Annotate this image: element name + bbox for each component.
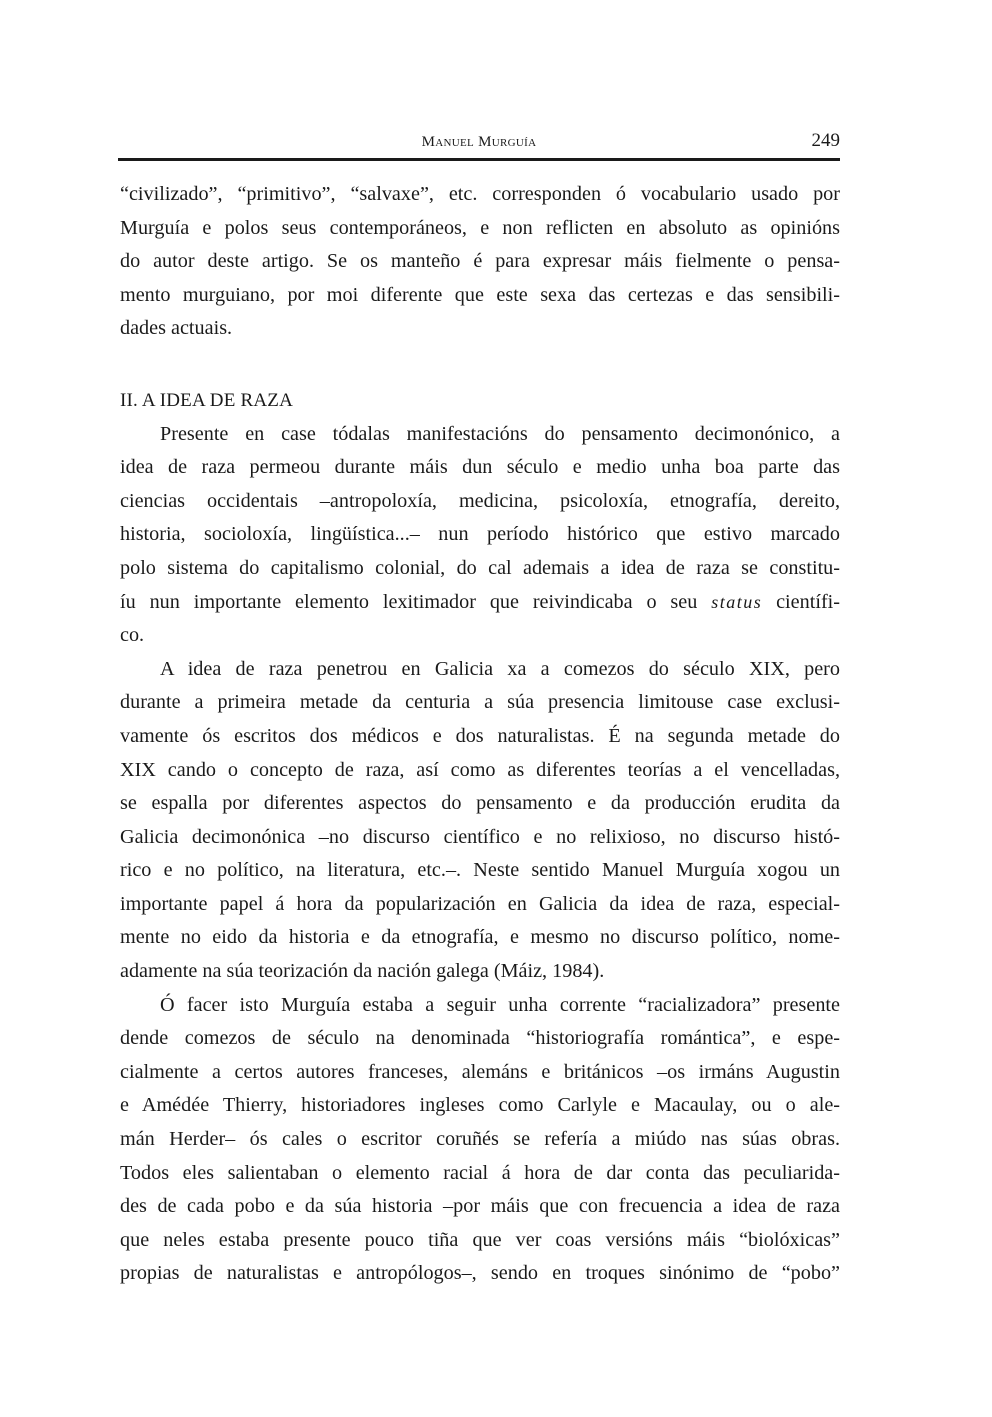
text-line: “civilizado”, “primitivo”, “salvaxe”, etc. corresponden ó vocabulario usado por [120,183,840,205]
text-line: Murguía e polos seus contemporáneos, e non reflicten en absoluto as opinións [120,216,840,239]
paragraph [120,989,840,1291]
text-line: propias de naturalistas e antropólogos–, sendo en troques sinónimo de “pobo” [120,1262,840,1285]
text-line: cialmente a certos autores franceses, alemáns e británicos –os irmáns Augustin [120,1060,840,1083]
text-line: do autor deste artigo. Se os manteño é para expresar máis fielmente o pensa- [120,250,840,273]
section-gap [120,346,840,384]
page-number: 249 [811,130,840,151]
text-line: adamente na súa teorización da nación galega (Máiz, 1984). [120,960,605,983]
text-line: XIX cando o concepto de raza, así como as diferentes teorías a el vencelladas, [120,758,840,781]
text-line: importante papel á hora da popularización en Galicia da idea de raza, especial- [120,892,840,915]
italic-term: status [711,591,763,612]
text-line: durante a primeira metade da centuria a súa presencia limitouse case exclusi- [120,691,840,714]
text-line: mento murguiano, por moi diferente que este sexa das certezas e das sensibili- [120,283,840,306]
section-heading: II. A IDEA DE RAZA [120,389,294,411]
text-run: científi- [762,590,840,613]
text-line: se espalla por diferentes aspectos do pensamento e da producción erudita da [120,792,840,815]
text-run: íu nun importante elemento lexitimador que reivindicaba o seu [120,590,712,613]
text-line: co. [120,624,145,647]
text-line: dende comezos de século na denominada “historiografía romántica”, e espe- [120,1027,840,1050]
header-rule [118,158,840,161]
text-line: rico e no político, na literatura, etc.–. Neste sentido Manuel Murguía xogou un [120,859,840,882]
text-line: dades actuais. [120,317,233,340]
text-line: A idea de raza penetrou en Galicia xa a comezos do século XIX, pero [160,657,840,680]
running-title: Manuel Murguía [421,134,537,150]
paragraph [120,653,840,989]
text-line: que neles estaba presente pouco tiña que ver coas versións máis “biolóxicas” [120,1228,840,1251]
page-body [120,178,840,1291]
text-line [120,586,840,620]
paragraph-continued [120,178,840,346]
paragraph [120,418,840,653]
text-line: Ó facer isto Murguía estaba a seguir unha corrente “racializadora” presente [160,993,840,1016]
text-line: e Amédée Thierry, historiadores ingleses como Carlyle e Macaulay, ou o ale- [120,1094,840,1117]
text-line: polo sistema do capitalismo colonial, do cal ademais a idea de raza se constitu- [120,556,840,579]
text-line: Galicia decimonónica –no discurso científico e no relixioso, no discurso histó- [120,825,840,848]
text-line: mán Herder– ós cales o escritor coruñés se refería a miúdo nas súas obras. [120,1128,840,1151]
text-line: vamente ós escritos dos médicos e dos naturalistas. É na segunda metade do [120,724,840,747]
text-line: ciencias occidentais –antropoloxía, medicina, psicoloxía, etnografía, dereito, [120,489,840,512]
running-header [118,128,840,158]
text-line: historia, socioloxía, lingüística...– nun período histórico que estivo marcado [120,523,840,546]
text-line: mente no eido da historia e da etnografía, e mesmo no discurso político, nome- [120,926,840,949]
text-line: des de cada pobo e da súa historia –por máis que con frecuencia a idea de raza [120,1195,840,1218]
text-line: idea de raza permeou durante máis dun século e medio unha boa parte das [120,456,840,479]
text-line: Todos eles salientaban o elemento racial á hora de dar conta das peculiarida- [120,1161,840,1184]
text-line: Presente en case tódalas manifestacións do pensamento decimonónico, a [160,422,840,445]
